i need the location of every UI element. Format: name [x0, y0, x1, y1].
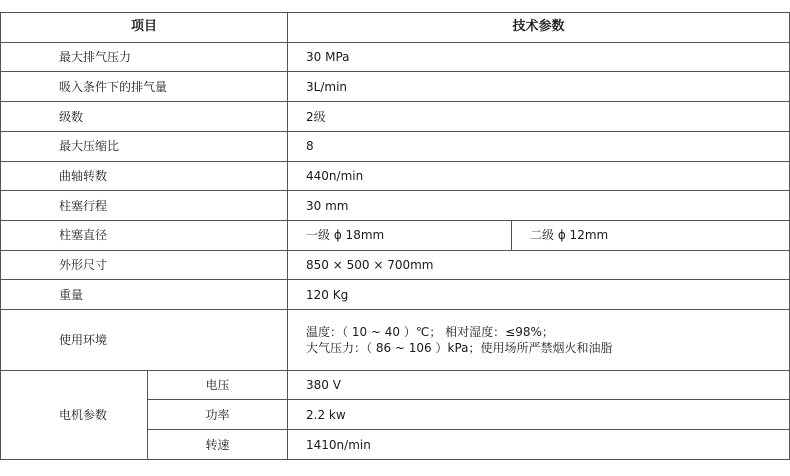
env-line-2: 大气压力：（ 86 ~ 106 ）kPa；使用场所严禁烟火和油脂	[306, 340, 613, 355]
header-params: 技术参数	[288, 13, 790, 43]
table-row	[1, 161, 790, 191]
motor-item-name: 功率	[148, 400, 288, 430]
table-row	[1, 42, 790, 72]
motor-item-value: 380 V	[288, 370, 790, 400]
motor-label: 电机参数	[1, 370, 148, 459]
spec-table	[0, 12, 790, 460]
row-label: 最大排气压力	[1, 42, 288, 72]
table-row	[1, 131, 790, 161]
motor-item-value: 2.2 kw	[288, 400, 790, 430]
row-value: 3L/min	[288, 72, 790, 102]
motor-row	[1, 370, 790, 400]
row-label: 曲轴转数	[1, 161, 288, 191]
header-item: 项目	[1, 13, 288, 43]
header-row	[1, 13, 790, 43]
motor-item-value: 1410n/min	[288, 430, 790, 460]
table-row	[1, 72, 790, 102]
row-value: 30 MPa	[288, 42, 790, 72]
env-row	[1, 310, 790, 370]
table-row	[1, 191, 790, 221]
row-value: 8	[288, 131, 790, 161]
table-row	[1, 102, 790, 132]
row-value: 120 Kg	[288, 280, 790, 310]
diameter-row	[1, 221, 790, 251]
table-row	[1, 280, 790, 310]
row-label: 柱塞行程	[1, 191, 288, 221]
motor-item-name: 电压	[148, 370, 288, 400]
env-label: 使用环境	[1, 310, 288, 370]
row-value: 30 mm	[288, 191, 790, 221]
diameter-second: 二级 ϕ 12mm	[512, 221, 790, 251]
env-line-1: 温度：（ 10 ~ 40 ）℃； 相对湿度：≤98%；	[306, 324, 554, 339]
row-label: 外形尺寸	[1, 250, 288, 280]
row-label: 重量	[1, 280, 288, 310]
row-value: 850 × 500 × 700mm	[288, 250, 790, 280]
row-label: 最大压缩比	[1, 131, 288, 161]
row-label: 级数	[1, 102, 288, 132]
diameter-label: 柱塞直径	[1, 221, 288, 251]
row-value: 2级	[288, 102, 790, 132]
row-label: 吸入条件下的排气量	[1, 72, 288, 102]
motor-item-name: 转速	[148, 430, 288, 460]
env-value	[288, 310, 790, 370]
diameter-first: 一级 ϕ 18mm	[288, 221, 512, 251]
row-value: 440n/min	[288, 161, 790, 191]
table-row	[1, 250, 790, 280]
